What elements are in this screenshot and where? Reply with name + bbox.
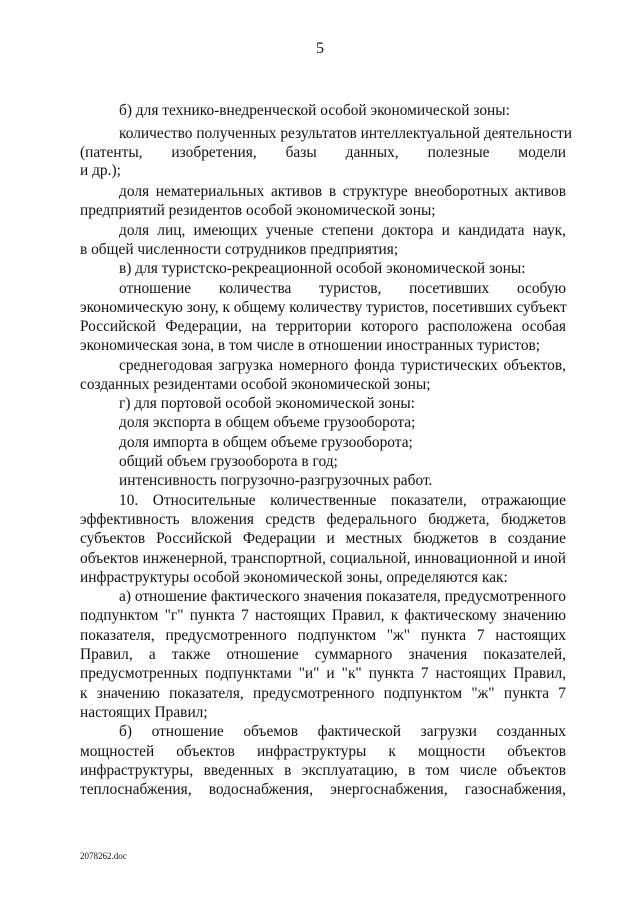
text-line: доля экспорта в общем объеме грузооборота; [119,414,416,431]
text-line: экономическая зона, в том числе в отношении иностранных туристов; [80,337,541,354]
text-line: б) для технико-внедренческой особой экономической зоны: [119,102,510,119]
text-line: экономическую зону, к общему количеству туристов, посетивших субъект [80,299,567,316]
text-line: в общей численности сотрудников предприятия; [80,241,399,258]
file-name-footer: 2078262.doc [80,851,127,861]
text-line: предусмотренных подпунктами "и" и "к" пункта 7 настоящих Правил, [80,665,566,682]
text-line: и др.); [80,162,121,179]
text-line: предприятий резидентов особой экономической зоны; [80,202,436,219]
text-line: созданных резидентами особой экономической зоны; [80,376,431,393]
text-line: теплоснабжения, водоснабжения, энергоснабжения, газоснабжения, [80,781,566,798]
text-line: в) для туристско-рекреационной особой экономической зоны: [119,260,526,277]
text-line: субъектов Российской Федерации и местных бюджетов в создание [80,530,566,547]
text-line: интенсивность погрузочно-разгрузочных работ. [119,472,433,489]
text-line: инфраструктуры, введенных в эксплуатацию, в том числе объектов [80,762,566,779]
text-line: среднегодовая загрузка номерного фонда туристических объектов, [119,357,566,374]
text-line: б) отношение объемов фактической загрузки созданных [119,723,566,740]
text-line: г) для портовой особой экономической зоны: [119,395,415,412]
text-line: доля нематериальных активов в структуре внеоборотных активов [119,183,566,200]
text-line: к значению показателя, предусмотренного подпунктом "ж" пункта 7 [80,685,566,702]
text-line: подпунктом "г" пункта 7 настоящих Правил, к фактическому значению [80,607,566,624]
text-line: инфраструктуры особой экономической зоны, определяются как: [80,569,508,586]
text-line: показателя, предусмотренного подпунктом "ж" пункта 7 настоящих [80,627,566,644]
text-line: Правил, а также отношение суммарного значения показателей, [80,646,566,663]
text-line: количество полученных результатов интеллектуальной деятельности [119,125,572,142]
text-line: доля лиц, имеющих ученые степени доктора и кандидата наук, [119,222,566,239]
text-line: эффективность вложения средств федерального бюджета, бюджетов [80,511,566,528]
text-line: Российской Федерации, на территории которого расположена особая [80,318,566,335]
text-line: настоящих Правил; [80,704,208,721]
page-number: 5 [316,40,324,57]
text-line: объектов инженерной, транспортной, социальной, инновационной и иной [80,550,566,567]
text-line: 10. Относительные количественные показатели, отражающие [119,492,566,509]
text-line: а) отношение фактического значения показателя, предусмотренного [119,588,566,605]
text-line: общий объем грузооборота в год; [119,453,338,470]
text-line: мощностей объектов инфраструктуры к мощности объектов [80,743,566,760]
text-line: отношение количества туристов, посетивших особую [119,280,566,297]
text-line: (патенты, изобретения, базы данных, полезные модели [80,144,566,161]
text-line: доля импорта в общем объеме грузооборота; [119,434,413,451]
